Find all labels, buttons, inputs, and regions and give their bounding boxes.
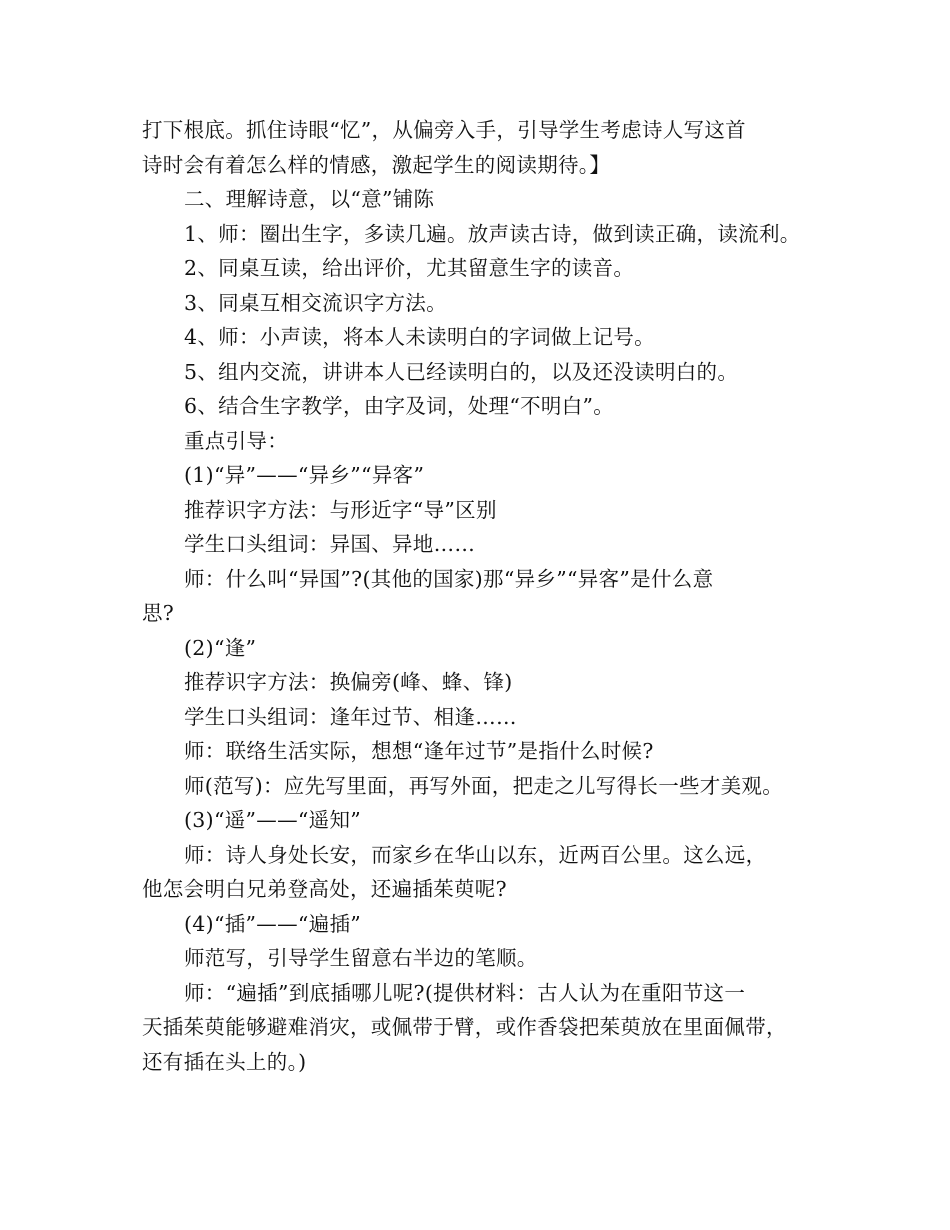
- text-line: 学生口头组词：异国、异地……: [184, 532, 476, 556]
- sub-item: (2)“逢”: [184, 635, 257, 660]
- text-line: 推荐识字方法：与形近字“导”区别: [184, 497, 497, 522]
- list-item: 1、师：圈出生字，多读几遍。放声读古诗，做到读正确，读流利。: [184, 221, 801, 246]
- sub-item: (4)“插”——“遍插”: [184, 911, 362, 936]
- list-item: 3、同桌互相交流识字方法。: [184, 290, 447, 315]
- document-body: [142, 113, 814, 1079]
- text-line: 学生口头组词：逢年过节、相逢……: [184, 704, 517, 729]
- text-line: 推荐识字方法：换偏旁(峰、蜂、锋): [184, 670, 513, 694]
- list-item: 4、师：小声读，将本人未读明白的字词做上记号。: [184, 325, 655, 349]
- text-line: 师范写，引导学生留意右半边的笔顺。: [184, 946, 538, 970]
- text-line: 师(范写)：应先写里面，再写外面，把走之儿写得长一些才美观。: [184, 773, 783, 798]
- text-line: 师：诗人身处长安，而家乡在华山以东，近两百公里。这么远，: [184, 842, 767, 867]
- sub-item: (1)“异”——“异乡”“异客”: [184, 463, 425, 487]
- text-line: 思?: [142, 601, 175, 625]
- section-heading: 二、理解诗意，以“意”铺陈: [184, 187, 435, 211]
- sub-item: (3)“遥”——“遥知”: [184, 808, 362, 832]
- text-line: 师：联络生活实际，想想“逢年过节”是指什么时候?: [184, 739, 654, 763]
- text-line: 还有插在头上的。): [142, 1049, 307, 1074]
- text-line: 师：什么叫“异国”?(其他的国家)那“异乡”“异客”是什么意: [184, 566, 714, 591]
- text-line: 诗时会有着怎么样的情感，激起学生的阅读期待。】: [142, 152, 611, 177]
- list-item: 6、结合生字教学，由字及词，处理“不明白”。: [184, 394, 615, 418]
- text-line: 他怎会明白兄弟登高处，还遍插茱萸呢?: [142, 877, 507, 901]
- text-line: 师：“遍插”到底插哪儿呢?(提供材料：古人认为在重阳节这一: [184, 980, 746, 1005]
- text-line: 天插茱萸能够避难消灾，或佩带于臂，或作香袋把茱萸放在里面佩带，: [142, 1015, 787, 1039]
- text-line: 打下根底。抓住诗眼“忆”，从偏旁入手，引导学生考虑诗人写这首: [142, 118, 746, 142]
- subheading: 重点引导：: [184, 428, 288, 453]
- list-item: 5、组内交流，讲讲本人已经读明白的，以及还没读明白的。: [184, 359, 739, 384]
- list-item: 2、同桌互读，给出评价，尤其留意生字的读音。: [184, 256, 635, 280]
